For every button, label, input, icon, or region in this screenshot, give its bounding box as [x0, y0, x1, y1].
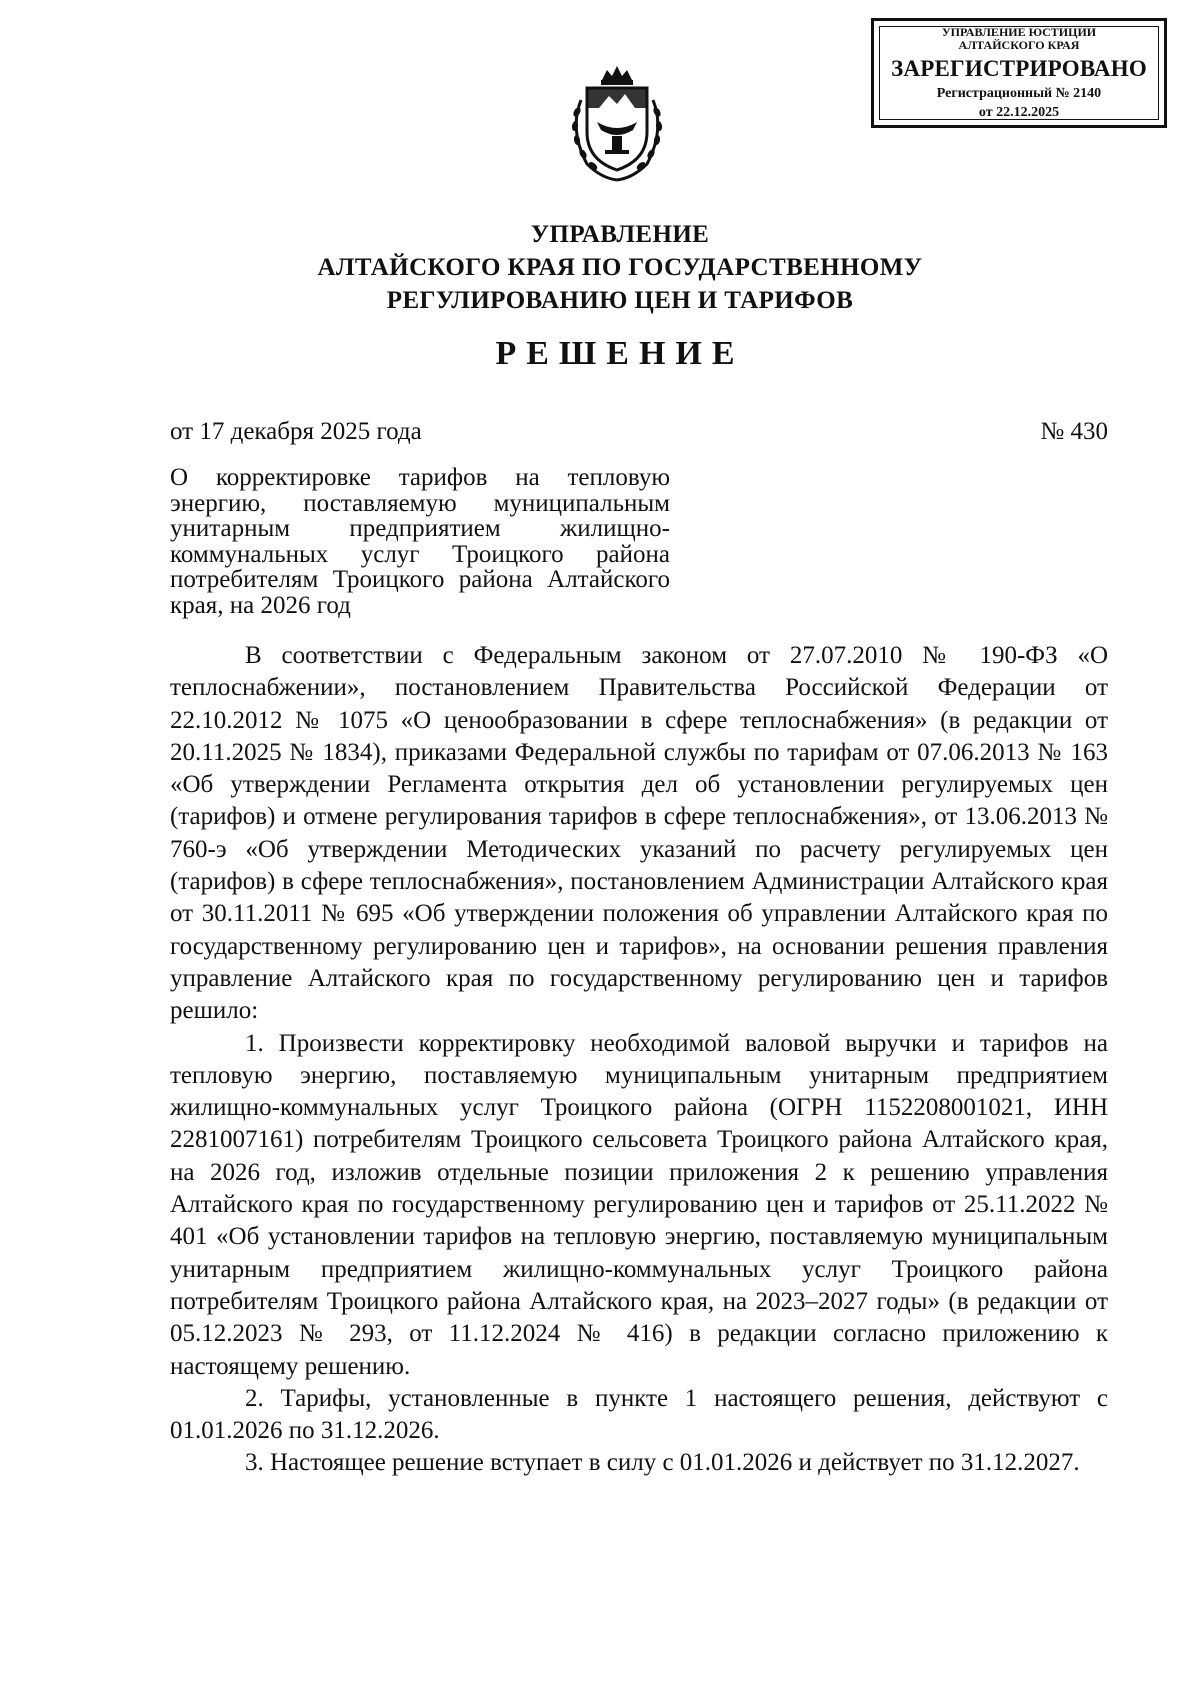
clause-1-paragraph: 1. Произвести корректировку необходимой валовой выручки и тарифов на тепловую энергию, поставляемую муниципальным унитарным предприятием жилищно-коммунальных услуг Троицкого района (ОГРН 1152208001021, ИНН 2281007161) потребителям Троицкого сельсовета Троицкого района Алтайского края, на 2026 год, изложив отдельные позиции приложения 2 к решению управления Алтайского края по государственному регулированию цен и тарифов от 25.11.2022 № 401 «Об установлении тарифов на тепловую энергию, поставляемую муниципальным унитарным предприятием жилищно-коммунальных услуг Троицкого района потребителям Троицкого района Алтайского края, на 2023–2027 годы» (в редакции от 05.12.2023 № 293, от 11.12.2024 № 416) в редакции согласно приложению к настоящему решению. — [170, 1029, 1108, 1380]
preamble-paragraph: В соответствии с Федеральным законом от 27.07.2010 № 190-ФЗ «О теплоснабжении», постановлением Правительства Российской Федерации от 22.10.2012 № 1075 «О ценообразовании в сфере теплоснабжения» (в редакции от 20.11.2025 № 1834), приказами Федеральной службы по тарифам от 07.06.2013 № 163 «Об утверждении Регламента открытия дел об установлении регулируемых цен (тарифов) и отмене регулирования тарифов в сфере теплоснабжения», от 13.06.2013 № 760-э «Об утверждении Методических указаний по расчету регулируемых цен (тарифов) в сфере теплоснабжения», постановлением Администрации Алтайского края от 30.11.2011 № 695 «Об утверждении положения об управлении Алтайского края по государственному регулированию цен и тарифов», на основании решения правления управление Алтайского края по государственному регулированию цен и тарифов решило: — [170, 642, 1108, 1025]
clause-3-paragraph: 3. Настоящее решение вступает в силу с 01.01.2026 и действует по 31.12.2027. — [245, 1449, 1080, 1477]
authority-line2: АЛТАЙСКОГО КРАЯ ПО ГОСУДАРСТВЕННОМУ — [317, 254, 923, 281]
stamp-reg-date: от 22.12.2025 — [978, 105, 1060, 120]
authority-line3: РЕГУЛИРОВАНИЮ ЦЕН И ТАРИФОВ — [386, 287, 854, 314]
document-date: от 17 декабря 2025 года — [170, 418, 422, 445]
stamp-inner-frame — [879, 26, 1159, 120]
stamp-reg-number: Регистрационный № 2140 — [936, 86, 1102, 101]
stamp-department-line2: АЛТАЙСКОГО КРАЯ — [958, 38, 1080, 52]
document-body — [170, 640, 1108, 1480]
document-subject-text: О корректировке тарифов на тепловую энергию, поставляемую муниципальным унитарным предприятием жилищно-коммунальных услуг Троицкого района потребителям Троицкого района Алтайского края, на 2026 год — [170, 464, 670, 619]
document-title: РЕШЕНИЕ — [495, 335, 745, 372]
authority-line1: УПРАВЛЕНИЕ — [530, 221, 710, 248]
registration-stamp — [871, 18, 1167, 128]
stamp-department-line1: УПРАВЛЕНИЕ ЮСТИЦИИ — [941, 25, 1097, 39]
stamp-status: ЗАРЕГИСТРИРОВАНО — [891, 56, 1147, 81]
document-subject — [170, 465, 670, 618]
altai-krai-coat-of-arms-icon — [557, 60, 677, 188]
document-number: № 430 — [1040, 418, 1108, 445]
document-meta — [170, 418, 1108, 446]
issuing-authority — [150, 218, 1090, 317]
clause-2-paragraph: 2. Тарифы, установленные в пункте 1 настоящего решения, действуют с 01.01.2026 по 31.12.2026. — [170, 1384, 1108, 1445]
